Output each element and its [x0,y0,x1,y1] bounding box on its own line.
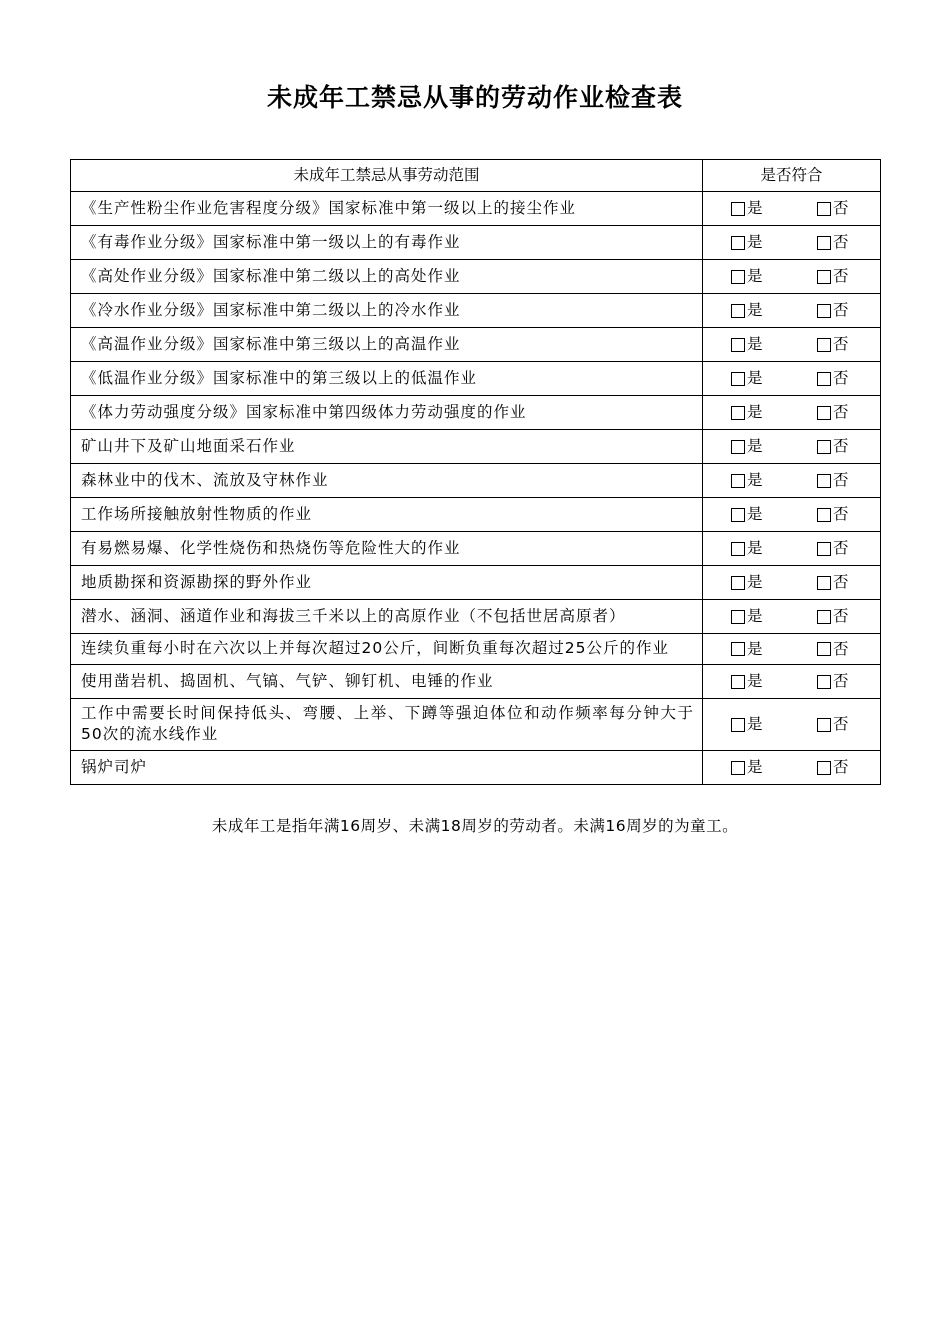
yes-option[interactable] [731,716,763,734]
row-options [703,328,881,362]
row-item-text: 《高温作业分级》国家标准中第三级以上的高温作业 [71,328,703,362]
no-label: 否 [833,471,849,489]
footnote: 未成年工是指年满16周岁、未满18周岁的劳动者。未满16周岁的为童工。 [211,817,739,835]
table-row [71,226,881,260]
row-options [703,396,881,430]
yes-checkbox[interactable] [731,440,745,454]
no-option[interactable] [817,673,849,691]
table-row [71,192,881,226]
table-row [71,498,881,532]
yes-option[interactable] [731,200,763,218]
yes-option[interactable] [731,438,763,456]
yes-label: 是 [747,639,763,658]
row-item-text: 工作场所接触放射性物质的作业 [71,498,703,532]
no-label: 否 [833,233,849,251]
row-item-text: 有易燃易爆、化学性烧伤和热烧伤等危险性大的作业 [71,532,703,566]
table-row [71,699,881,751]
no-label: 否 [833,267,849,285]
yes-label: 是 [747,715,763,733]
no-checkbox[interactable] [817,508,831,522]
no-checkbox[interactable] [817,338,831,352]
yes-checkbox[interactable] [731,542,745,556]
yes-checkbox[interactable] [731,338,745,352]
table-row [71,396,881,430]
row-item-text: 矿山井下及矿山地面采石作业 [71,430,703,464]
yes-label: 是 [747,403,763,421]
no-option[interactable] [817,336,849,354]
header-compliance: 是否符合 [703,160,881,192]
row-options [703,464,881,498]
yes-option[interactable] [731,673,763,691]
yes-option[interactable] [731,540,763,558]
no-checkbox[interactable] [817,406,831,420]
header-scope: 未成年工禁忌从事劳动范围 [71,160,703,192]
yes-checkbox[interactable] [731,508,745,522]
yes-label: 是 [747,672,763,690]
yes-checkbox[interactable] [731,474,745,488]
row-item-text: 《生产性粉尘作业危害程度分级》国家标准中第一级以上的接尘作业 [71,192,703,226]
yes-option[interactable] [731,608,763,626]
yes-option[interactable] [731,404,763,422]
no-checkbox[interactable] [817,236,831,250]
checklist-rows [71,192,881,785]
no-checkbox[interactable] [817,610,831,624]
yes-option[interactable] [731,268,763,286]
yes-option[interactable] [731,759,763,777]
yes-checkbox[interactable] [731,406,745,420]
row-options [703,260,881,294]
row-options [703,294,881,328]
yes-option[interactable] [731,336,763,354]
table-row [71,634,881,665]
yes-label: 是 [747,471,763,489]
row-options [703,600,881,634]
no-option[interactable] [817,540,849,558]
yes-label: 是 [747,233,763,251]
row-options [703,566,881,600]
row-options [703,634,881,665]
no-option[interactable] [817,302,849,320]
no-option[interactable] [817,472,849,490]
row-item-text: 使用凿岩机、捣固机、气镐、气铲、铆钉机、电锤的作业 [71,665,703,699]
row-options [703,498,881,532]
yes-checkbox[interactable] [731,642,745,656]
no-label: 否 [833,437,849,455]
no-label: 否 [833,301,849,319]
yes-label: 是 [747,369,763,387]
row-options [703,751,881,785]
no-option[interactable] [817,234,849,252]
yes-label: 是 [747,607,763,625]
row-item-text: 《冷水作业分级》国家标准中第二级以上的冷水作业 [71,294,703,328]
yes-label: 是 [747,758,763,776]
no-option[interactable] [817,268,849,286]
no-checkbox[interactable] [817,761,831,775]
no-checkbox[interactable] [817,474,831,488]
no-label: 否 [833,573,849,591]
no-label: 否 [833,672,849,690]
no-checkbox[interactable] [817,270,831,284]
row-options [703,665,881,699]
no-checkbox[interactable] [817,642,831,656]
yes-checkbox[interactable] [731,675,745,689]
yes-label: 是 [747,437,763,455]
yes-option[interactable] [731,640,763,658]
row-item-text: 《高处作业分级》国家标准中第二级以上的高处作业 [71,260,703,294]
table-row [71,532,881,566]
yes-label: 是 [747,335,763,353]
yes-label: 是 [747,267,763,285]
yes-option[interactable] [731,370,763,388]
yes-checkbox[interactable] [731,304,745,318]
yes-label: 是 [747,539,763,557]
no-option[interactable] [817,574,849,592]
row-options [703,430,881,464]
no-option[interactable] [817,608,849,626]
yes-label: 是 [747,199,763,217]
no-checkbox[interactable] [817,542,831,556]
table-row [71,464,881,498]
table-row [71,294,881,328]
yes-checkbox[interactable] [731,718,745,732]
row-item-text: 《低温作业分级》国家标准中的第三级以上的低温作业 [71,362,703,396]
row-item-text: 森林业中的伐木、流放及守林作业 [71,464,703,498]
document-title: 未成年工禁忌从事的劳动作业检查表 [266,83,683,112]
yes-checkbox[interactable] [731,761,745,775]
table-row [71,362,881,396]
yes-option[interactable] [731,472,763,490]
row-item-text: 《有毒作业分级》国家标准中第一级以上的有毒作业 [71,226,703,260]
yes-checkbox[interactable] [731,202,745,216]
row-options [703,226,881,260]
row-options [703,362,881,396]
no-checkbox[interactable] [817,202,831,216]
row-item-text: 锅炉司炉 [71,751,703,785]
no-label: 否 [833,335,849,353]
no-label: 否 [833,639,849,658]
table-row [71,665,881,699]
no-option[interactable] [817,506,849,524]
no-option[interactable] [817,404,849,422]
no-label: 否 [833,505,849,523]
no-label: 否 [833,403,849,421]
yes-option[interactable] [731,574,763,592]
yes-label: 是 [747,573,763,591]
yes-label: 是 [747,505,763,523]
yes-label: 是 [747,301,763,319]
yes-checkbox[interactable] [731,372,745,386]
row-item-text: 地质勘探和资源勘探的野外作业 [71,566,703,600]
row-options [703,699,881,751]
table-row [71,328,881,362]
yes-checkbox[interactable] [731,236,745,250]
no-option[interactable] [817,759,849,777]
yes-checkbox[interactable] [731,270,745,284]
row-item-text: 《体力劳动强度分级》国家标准中第四级体力劳动强度的作业 [71,396,703,430]
table-row [71,566,881,600]
row-item-text: 连续负重每小时在六次以上并每次超过20公斤，间断负重每次超过25公斤的作业 [71,634,703,665]
no-label: 否 [833,715,849,733]
table-row [71,260,881,294]
table-row [71,751,881,785]
no-label: 否 [833,199,849,217]
row-options [703,192,881,226]
no-checkbox[interactable] [817,372,831,386]
yes-option[interactable] [731,302,763,320]
no-checkbox[interactable] [817,718,831,732]
yes-option[interactable] [731,234,763,252]
table-row [71,600,881,634]
no-checkbox[interactable] [817,576,831,590]
yes-checkbox[interactable] [731,576,745,590]
table-header-row [71,160,881,192]
checklist-table [70,159,881,785]
no-checkbox[interactable] [817,440,831,454]
no-label: 否 [833,758,849,776]
yes-option[interactable] [731,506,763,524]
no-label: 否 [833,539,849,557]
no-option[interactable] [817,370,849,388]
row-item-text: 潜水、涵洞、涵道作业和海拔三千米以上的高原作业（不包括世居高原者） [71,600,703,634]
no-label: 否 [833,607,849,625]
no-checkbox[interactable] [817,675,831,689]
yes-checkbox[interactable] [731,610,745,624]
table-row [71,430,881,464]
no-option[interactable] [817,716,849,734]
no-checkbox[interactable] [817,304,831,318]
no-option[interactable] [817,200,849,218]
row-options [703,532,881,566]
no-option[interactable] [817,438,849,456]
no-option[interactable] [817,640,849,658]
row-item-text: 工作中需要长时间保持低头、弯腰、上举、下蹲等强迫体位和动作频率每分钟大于50次的流水线作业 [71,699,703,751]
no-label: 否 [833,369,849,387]
